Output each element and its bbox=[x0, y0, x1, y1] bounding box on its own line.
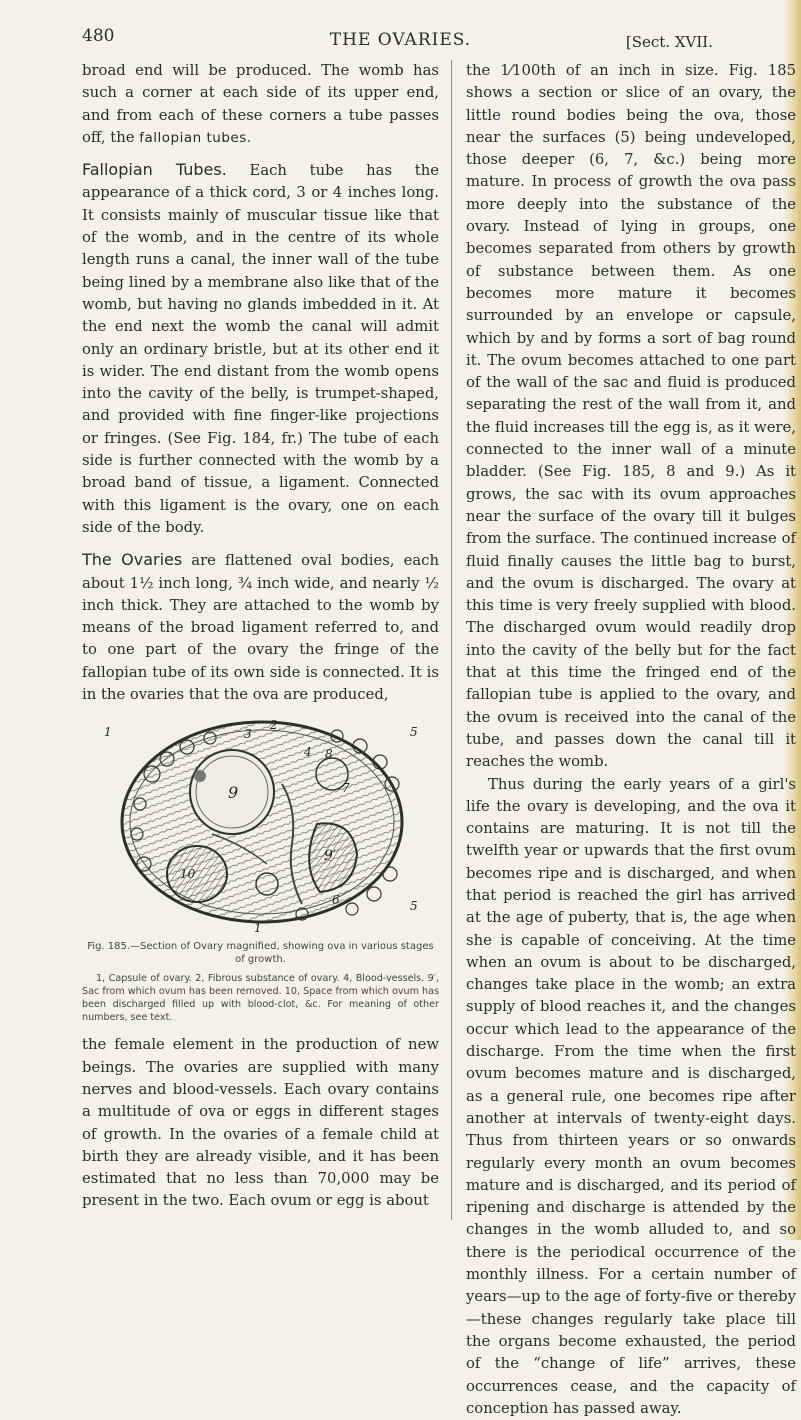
figure-label-8: 8 bbox=[325, 747, 333, 761]
heading-the-ovaries: The Ovaries bbox=[82, 550, 182, 569]
figure-label-9: 9 bbox=[228, 783, 238, 802]
paragraph-female-element: the female element in the production of new beings. The ovaries are supplied with many nerves and blood-vessels. Each ovary contains a multitude of ova or eggs in different stages of growth. In the ovaries of a female child at birth they are already visible, and it has been estimated that no less than 70,000 may be present in the two. Each ovum or egg is about bbox=[82, 1034, 439, 1212]
paragraph-ovaries: The Ovaries are flattened oval bodies, each about 1½ inch long, ¾ inch wide, and nearly ½ inch thick. They are attached to the womb by means of the broad ligament referred to, and to one part of the ovary the fringe of the fallopian tube of its own side is connected. It is in the ovaries that the ova are produced, bbox=[82, 549, 439, 706]
right-column bbox=[466, 60, 796, 1420]
figure-caption-legend: 1, Capsule of ovary. 2, Fibrous substance of ovary. 4, Blood-vessels. 9′, Sac from which ovum has been removed. 10, Space from which ovum has been discharged filled up with blood-clot, &c. For meaning of other numbers, see text. bbox=[82, 972, 439, 1024]
section-reference: [Sect. XVII. bbox=[626, 33, 713, 51]
figure-label-10: 10 bbox=[180, 867, 196, 881]
paragraph-ovum-size: the 1⁄100th of an inch in size. Fig. 185 shows a section or slice of an ovary, the little round bodies being the ova, those near the surfaces (5) being undeveloped, those deeper (6, 7, &c.) being more mature. In process of growth the ova pass more deeply into the substance of the ovary. Instead of lying in groups, one becomes separated from others by growth of substance between them. As one becomes more mature it becomes surrounded by an envelope or capsule, which by and by forms a sort of bag round it. The ovum becomes attached to one part of the wall of the sac and fluid is produced separating the rest of the wall from it, and the fluid increases till the egg is, as it were, connected to the inner wall of a minute bladder. (See Fig. 185, 8 and 9.) As it grows, the sac with its ovum approaches near the surface of the ovary till it bulges from the surface. The continued increase of fluid finally causes the little bag to burst, and the ovum is discharged. The ovary at this time is very freely supplied with blood. The discharged ovum would readily drop into the cavity of the belly but for the fact that at this time the fringed end of the fallopian tube is applied to the ovary, and the ovum is received into the canal of the tube, and passes down the canal till it reaches the womb. bbox=[466, 60, 796, 774]
figure-label-2: 2 bbox=[269, 718, 278, 732]
figure-label-1: 1 bbox=[104, 725, 112, 739]
figure-label-7: 7 bbox=[342, 781, 350, 795]
running-title: THE OVARIES. bbox=[0, 30, 801, 50]
figure-ovary-section bbox=[92, 714, 432, 936]
paragraph-fallopian-tubes: Fallopian Tubes. Each tube has the appearance of a thick cord, 3 or 4 inches long. It consists mainly of muscular tissue like that of the womb, and in the centre of its whole length runs a canal, the inner wall of the tube being lined by a membrane also like that of the womb, but having no glands imbedded in it. At the end next the womb the canal will admit only an ordinary bristle, but at its other end it is wider. The end distant from the womb opens into the cavity of the belly, is trumpet-shaped, and provided with fine finger-like projections or fringes. (See Fig. 184, fr.) The tube of each side is further connected with the womb by a broad band of tissue, a ligament. Connected with this ligament is the ovary, one on each side of the body. bbox=[82, 159, 439, 539]
figure-label-1-lower: 1 bbox=[254, 921, 262, 935]
ovary-illustration bbox=[92, 714, 432, 936]
left-column bbox=[82, 60, 439, 1213]
figure-caption-title: Fig. 185.—Section of Ovary magnified, showing ova in various stages of growth. bbox=[82, 940, 439, 966]
figure-label-4: 4 bbox=[303, 745, 312, 759]
figure-label-5: 5 bbox=[410, 725, 418, 739]
paragraph-intro: broad end will be produced. The womb has such a corner at each side of its upper end, and from each of these corners a tube passes off, the fallopian tubes. bbox=[82, 60, 439, 149]
term-fallopian-tubes: fallopian tubes. bbox=[139, 130, 251, 146]
figure-label-9-prime: 9′ bbox=[324, 848, 337, 864]
figure-label-6: 6 bbox=[332, 893, 340, 907]
column-divider bbox=[451, 60, 452, 1220]
heading-fallopian-tubes: Fallopian Tubes. bbox=[82, 160, 227, 179]
figure-label-5-lower: 5 bbox=[410, 899, 418, 913]
paragraph-puberty: Thus during the early years of a girl's life the ovary is developing, and the ova it contains are maturing. It is not till the twelfth year or upwards that the first ovum becomes ripe and is discharged, and when that period is reached the girl has arrived at the age of puberty, that is, the age when she is capable of conceiving. At the time when an ovum is about to be discharged, changes take place in the womb; an extra supply of blood reaches it, and the changes occur which lead to the appearance of the discharge. From the time when the first ovum becomes mature and is discharged, as a general rule, one becomes ripe after another at intervals of twenty-eight days. Thus from thirteen years or so onwards regularly every month an ovum becomes mature and is discharged, and its period of ripening and discharge is attended by the changes in the womb alluded to, and so there is the periodical occurrence of the monthly illness. For a certain number of years—up to the age of forty-five or thereby—these changes regularly take place till the organs become exhausted, the period of the “change of life” arrives, these occurrences cease, and the capacity of conception has passed away. bbox=[466, 774, 796, 1420]
page-number: 480 bbox=[82, 26, 114, 46]
figure-label-3: 3 bbox=[244, 727, 252, 741]
